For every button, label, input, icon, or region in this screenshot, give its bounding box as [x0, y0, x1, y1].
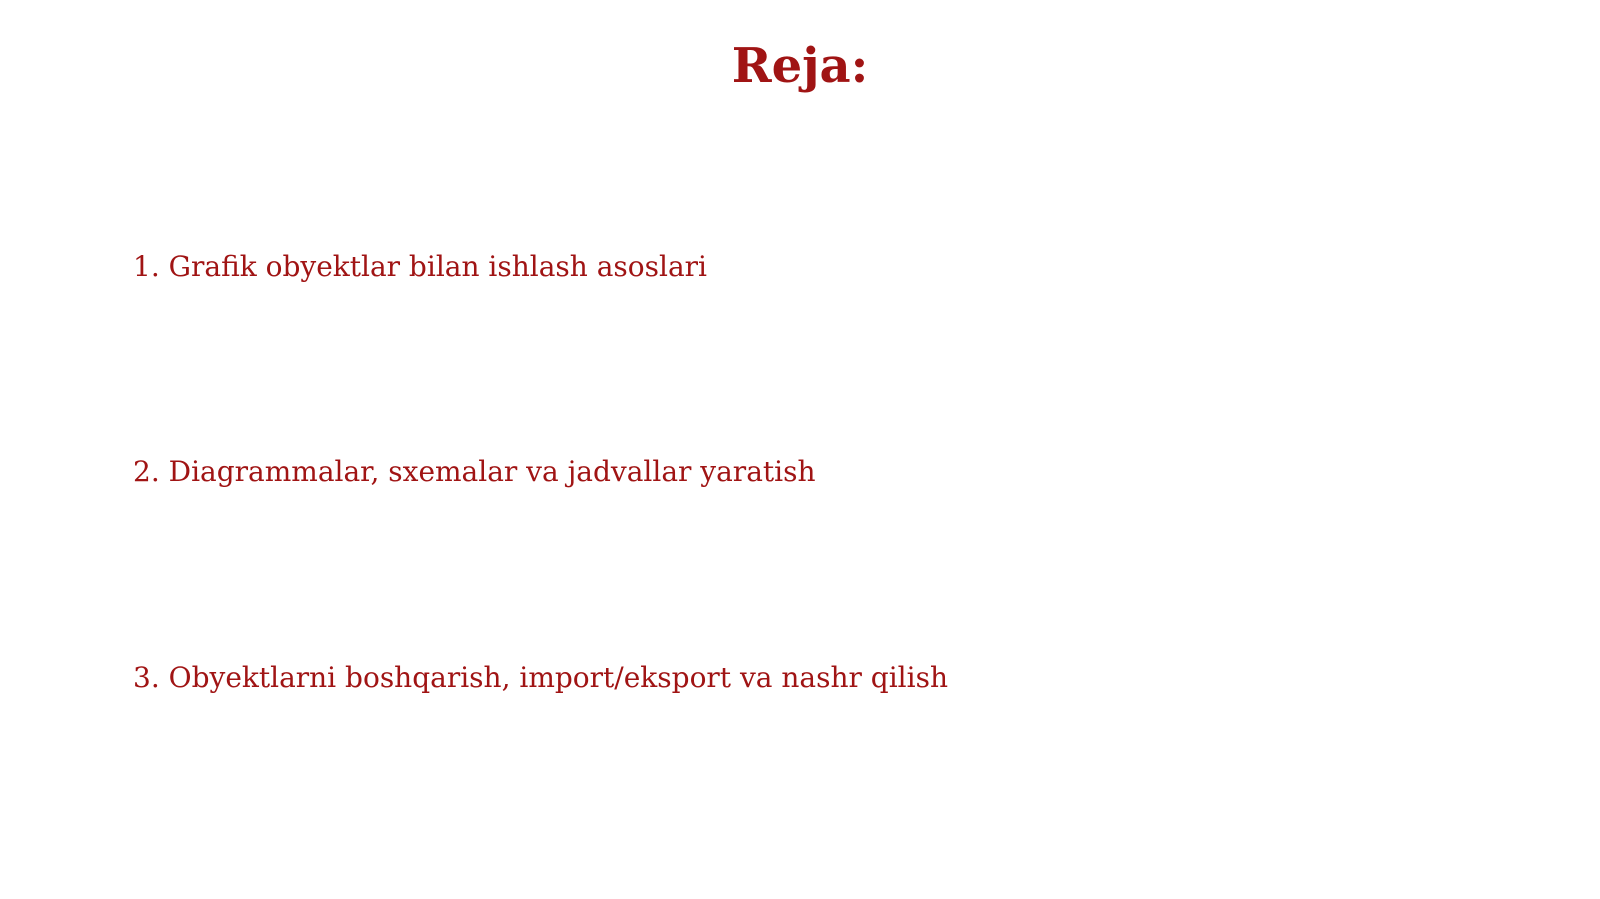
plan-item-number: 1.: [133, 250, 160, 283]
plan-item-number: 2.: [133, 455, 160, 488]
slide-title: Reja:: [731, 38, 869, 94]
plan-item-1: [133, 250, 707, 284]
plan-item-number: 3.: [133, 661, 160, 694]
plan-item-text: Obyektlarni boshqarish, import/eksport va nashr qilish: [168, 661, 948, 694]
plan-item-2: [133, 455, 816, 489]
plan-item-text: Diagrammalar, sxemalar va jadvallar yaratish: [168, 455, 816, 488]
plan-item-text: Grafik obyektlar bilan ishlash asoslari: [168, 250, 707, 283]
plan-item-3: [133, 661, 948, 695]
